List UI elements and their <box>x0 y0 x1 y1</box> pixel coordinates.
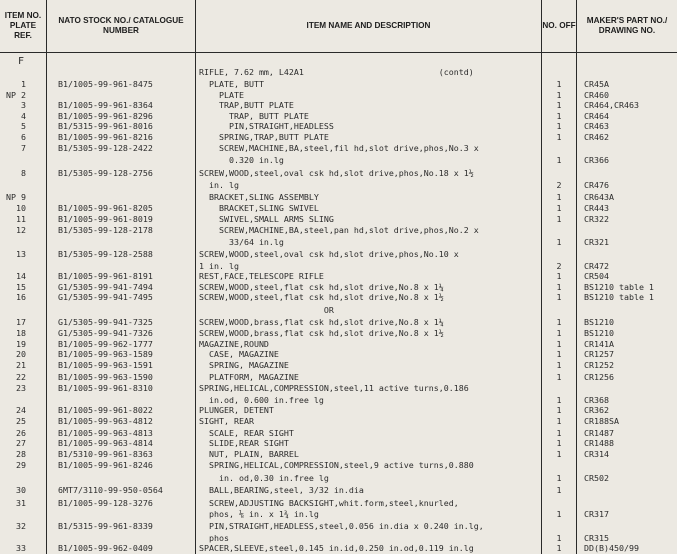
quantity-off: 1 <box>556 292 562 302</box>
item-number: 18 <box>16 328 26 338</box>
quantity-off: 1 <box>556 111 562 121</box>
nato-stock-number: B1/1005-99-962-0409 <box>58 543 153 553</box>
item-number: 20 <box>16 349 26 359</box>
item-number: 19 <box>16 339 26 349</box>
item-number: 32 <box>16 521 26 531</box>
header-no-off: NO. OFF <box>542 21 576 30</box>
makers-part-number: CR463 <box>584 121 609 131</box>
nato-stock-number: B1/1005-99-961-8019 <box>58 214 153 224</box>
item-description: SLIDE,REAR SIGHT <box>199 438 289 448</box>
item-number: 1 <box>21 79 26 89</box>
quantity-off: 1 <box>556 438 562 448</box>
item-description: 0.320 in.lg <box>199 155 284 165</box>
makers-part-number: CR368 <box>584 395 609 405</box>
item-number: 14 <box>16 271 26 281</box>
item-description: PIN,STRAIGHT,HEADLESS,steel,0.056 in.dia x 0.240 in.lg, <box>199 521 484 531</box>
item-description: MAGAZINE,ROUND <box>199 339 269 349</box>
quantity-off: 1 <box>556 328 562 338</box>
makers-part-number: BS1210 table 1 <box>584 282 654 292</box>
item-description: 33/64 in.lg <box>199 237 284 247</box>
nato-stock-number: B1/1005-99-961-8296 <box>58 111 153 121</box>
nato-stock-number: G1/5305-99-941-7326 <box>58 328 153 338</box>
nato-stock-number: B1/1005-99-961-8310 <box>58 383 153 393</box>
makers-part-number: CR314 <box>584 449 609 459</box>
quantity-off: 1 <box>556 485 562 495</box>
column-divider <box>541 0 542 554</box>
item-description: CASE, MAGAZINE <box>199 349 279 359</box>
quantity-off: 1 <box>556 543 562 553</box>
item-description: SCREW,WOOD,steel,oval csk hd,slot drive,phos,No.18 x 1½ <box>199 168 474 178</box>
makers-part-number: CR315 <box>584 533 609 543</box>
item-description: TRAP, BUTT PLATE <box>199 111 309 121</box>
quantity-off: 1 <box>556 155 562 165</box>
nato-stock-number: B1/1005-99-961-8022 <box>58 405 153 415</box>
item-description: SPRING,TRAP,BUTT PLATE <box>199 132 329 142</box>
quantity-off: 2 <box>556 261 562 271</box>
header-item-no: ITEM NO. PLATE REF. <box>4 11 42 40</box>
item-number: 26 <box>16 428 26 438</box>
item-description: SCREW,WOOD,steel,flat csk hd,slot drive,No.8 x 1¼ <box>199 282 444 292</box>
item-description: in. lg <box>199 180 239 190</box>
item-number: 9 <box>21 192 26 202</box>
plate-ref-np: NP <box>6 90 16 100</box>
item-description: in.od, 0.600 in.free lg <box>199 395 324 405</box>
item-description: SPACER,SLEEVE,steel,0.145 in.id,0.250 in.od,0.119 in.lg <box>199 543 474 553</box>
item-description: phos <box>199 533 229 543</box>
item-description: BRACKET,SLING ASSEMBLY <box>199 192 319 202</box>
item-description: in. od,0.30 in.free lg <box>199 473 329 483</box>
item-description: PLATE, BUTT <box>199 79 264 89</box>
nato-stock-number: B1/1005-99-961-8191 <box>58 271 153 281</box>
nato-stock-number: B1/1005-99-962-1777 <box>58 339 153 349</box>
nato-stock-number: B1/1005-99-961-8475 <box>58 79 153 89</box>
item-description: SCREW,WOOD,steel,flat csk hd,slot drive,No.8 x 1½ <box>199 292 444 302</box>
item-number: 21 <box>16 360 26 370</box>
nato-stock-number: B1/5305-99-128-2422 <box>58 143 153 153</box>
nato-stock-number: B1/1005-99-961-8246 <box>58 460 153 470</box>
item-description: REST,FACE,TELESCOPE RIFLE <box>199 271 324 281</box>
item-description: BRACKET,SLING SWIVEL <box>199 203 319 213</box>
quantity-off: 1 <box>556 339 562 349</box>
item-number: 7 <box>21 143 26 153</box>
column-divider <box>46 0 47 554</box>
item-description: OR <box>199 305 334 315</box>
nato-stock-number: B1/1005-99-961-8205 <box>58 203 153 213</box>
quantity-off: 1 <box>556 349 562 359</box>
item-number: 28 <box>16 449 26 459</box>
makers-part-number: CR321 <box>584 237 609 247</box>
nato-stock-number: B1/5305-99-128-2178 <box>58 225 153 235</box>
item-number: 17 <box>16 317 26 327</box>
makers-part-number: CR476 <box>584 180 609 190</box>
nato-stock-number: B1/5305-99-128-2756 <box>58 168 153 178</box>
item-number: 3 <box>21 100 26 110</box>
item-description: SIGHT, REAR <box>199 416 254 426</box>
nato-stock-number: B1/5305-99-128-2588 <box>58 249 153 259</box>
item-number: 12 <box>16 225 26 235</box>
makers-part-number: CR1487 <box>584 428 614 438</box>
header-item-description: ITEM NAME AND DESCRIPTION <box>306 21 431 30</box>
makers-part-number: CR460 <box>584 90 609 100</box>
quantity-off: 1 <box>556 282 562 292</box>
makers-part-number: CR366 <box>584 155 609 165</box>
quantity-off: 1 <box>556 509 562 519</box>
makers-part-number: BS1210 table 1 <box>584 292 654 302</box>
quantity-off: 1 <box>556 449 562 459</box>
quantity-off: 1 <box>556 405 562 415</box>
makers-part-number: CR317 <box>584 509 609 519</box>
nato-stock-number: B1/5310-99-961-8363 <box>58 449 153 459</box>
quantity-off: 1 <box>556 203 562 213</box>
makers-part-number: CR472 <box>584 261 609 271</box>
header-nato-stock: NATO STOCK NO./ CATALOGUE NUMBER <box>58 16 184 35</box>
item-number: 27 <box>16 438 26 448</box>
nato-stock-number: G1/5305-99-941-7495 <box>58 292 153 302</box>
quantity-off: 1 <box>556 237 562 247</box>
nato-stock-number: B1/1005-99-963-1590 <box>58 372 153 382</box>
plate-ref-np: NP <box>6 192 16 202</box>
header-makers-part: MAKER'S PART NO./ DRAWING NO. <box>586 16 668 35</box>
nato-stock-number: B1/5315-99-961-8016 <box>58 121 153 131</box>
nato-stock-number: B1/1005-99-963-4814 <box>58 438 153 448</box>
makers-part-number: CR1488 <box>584 438 614 448</box>
item-number: 13 <box>16 249 26 259</box>
item-number: 30 <box>16 485 26 495</box>
item-description: SCREW,WOOD,steel,oval csk hd,slot drive,phos,No.10 x <box>199 249 459 259</box>
makers-part-number: CR141A <box>584 339 614 349</box>
item-description: PIN,STRAIGHT,HEADLESS <box>199 121 334 131</box>
makers-part-number: CR462 <box>584 132 609 142</box>
item-description: BALL,BEARING,steel, 3/32 in.dia <box>199 485 364 495</box>
plate-letter: F <box>18 56 25 67</box>
nato-stock-number: B1/1005-99-963-4813 <box>58 428 153 438</box>
item-description: SCREW,MACHINE,BA,steel,fil hd,slot drive,phos,No.3 x <box>199 143 479 153</box>
item-description: SPRING,HELICAL,COMPRESSION,steel,11 active turns,0.186 <box>199 383 469 393</box>
item-description: 1 in. lg <box>199 261 239 271</box>
makers-part-number: CR464 <box>584 111 609 121</box>
quantity-off: 1 <box>556 428 562 438</box>
quantity-off: 1 <box>556 121 562 131</box>
item-number: 8 <box>21 168 26 178</box>
nato-stock-number: B1/5315-99-961-8339 <box>58 521 153 531</box>
nato-stock-number: B1/1005-99-961-8364 <box>58 100 153 110</box>
quantity-off: 1 <box>556 395 562 405</box>
item-number: 15 <box>16 282 26 292</box>
item-description: SCREW,WOOD,brass,flat csk hd,slot drive,No.8 x 1½ <box>199 328 444 338</box>
item-description: SPRING, MAGAZINE <box>199 360 289 370</box>
quantity-off: 1 <box>556 317 562 327</box>
item-description: NUT, PLAIN, BARREL <box>199 449 299 459</box>
makers-part-number: DD(B)450/99 <box>584 543 639 553</box>
item-description: RIFLE, 7.62 mm, L42A1 (contd) <box>199 67 474 77</box>
makers-part-number: BS1210 <box>584 317 614 327</box>
nato-stock-number: B1/1005-99-963-1591 <box>58 360 153 370</box>
item-number: 10 <box>16 203 26 213</box>
makers-part-number: CR188SA <box>584 416 619 426</box>
quantity-off: 1 <box>556 360 562 370</box>
item-number: 11 <box>16 214 26 224</box>
makers-part-number: CR322 <box>584 214 609 224</box>
makers-part-number: CR1252 <box>584 360 614 370</box>
nato-stock-number: B1/1005-99-961-8216 <box>58 132 153 142</box>
item-description: phos, ⅛ in. x 1¾ in.lg <box>199 509 319 519</box>
quantity-off: 1 <box>556 132 562 142</box>
nato-stock-number: B1/1005-99-963-1589 <box>58 349 153 359</box>
nato-stock-number: B1/1005-99-128-3276 <box>58 498 153 508</box>
makers-part-number: CR1257 <box>584 349 614 359</box>
makers-part-number: CR362 <box>584 405 609 415</box>
item-number: 22 <box>16 372 26 382</box>
makers-part-number: CR1256 <box>584 372 614 382</box>
nato-stock-number: B1/1005-99-963-4812 <box>58 416 153 426</box>
item-number: 33 <box>16 543 26 553</box>
makers-part-number: CR443 <box>584 203 609 213</box>
nato-stock-number: 6MT7/3110-99-950-0564 <box>58 485 163 495</box>
item-number: 23 <box>16 383 26 393</box>
item-description: SCREW,MACHINE,BA,steel,pan hd,slot drive,phos,No.2 x <box>199 225 479 235</box>
quantity-off: 1 <box>556 79 562 89</box>
quantity-off: 1 <box>556 90 562 100</box>
makers-part-number: CR502 <box>584 473 609 483</box>
item-number: 4 <box>21 111 26 121</box>
quantity-off: 1 <box>556 100 562 110</box>
item-description: PLATE <box>199 90 244 100</box>
nato-stock-number: G1/5305-99-941-7494 <box>58 282 153 292</box>
item-description: SWIVEL,SMALL ARMS SLING <box>199 214 334 224</box>
makers-part-number: CR643A <box>584 192 614 202</box>
item-number: 16 <box>16 292 26 302</box>
makers-part-number: BS1210 <box>584 328 614 338</box>
item-number: 2 <box>21 90 26 100</box>
column-divider <box>195 0 196 554</box>
quantity-off: 1 <box>556 192 562 202</box>
item-number: 6 <box>21 132 26 142</box>
makers-part-number: CR504 <box>584 271 609 281</box>
item-number: 25 <box>16 416 26 426</box>
makers-part-number: CR464,CR463 <box>584 100 639 110</box>
item-description: SCALE, REAR SIGHT <box>199 428 294 438</box>
item-number: 24 <box>16 405 26 415</box>
quantity-off: 1 <box>556 214 562 224</box>
column-divider <box>576 0 577 554</box>
quantity-off: 1 <box>556 372 562 382</box>
item-description: SPRING,HELICAL,COMPRESSION,steel,9 active turns,0.880 <box>199 460 474 470</box>
item-number: 5 <box>21 121 26 131</box>
item-description: PLUNGER, DETENT <box>199 405 274 415</box>
item-number: 29 <box>16 460 26 470</box>
item-description: SCREW,WOOD,brass,flat csk hd,slot drive,No.8 x 1¼ <box>199 317 444 327</box>
item-description: PLATFORM, MAGAZINE <box>199 372 299 382</box>
quantity-off: 1 <box>556 533 562 543</box>
nato-stock-number: G1/5305-99-941-7325 <box>58 317 153 327</box>
quantity-off: 1 <box>556 416 562 426</box>
quantity-off: 2 <box>556 180 562 190</box>
quantity-off: 1 <box>556 473 562 483</box>
item-number: 31 <box>16 498 26 508</box>
quantity-off: 1 <box>556 271 562 281</box>
item-description: SCREW,ADJUSTING BACKSIGHT,whit.form,steel,knurled, <box>199 498 459 508</box>
item-description: TRAP,BUTT PLATE <box>199 100 294 110</box>
makers-part-number: CR45A <box>584 79 609 89</box>
